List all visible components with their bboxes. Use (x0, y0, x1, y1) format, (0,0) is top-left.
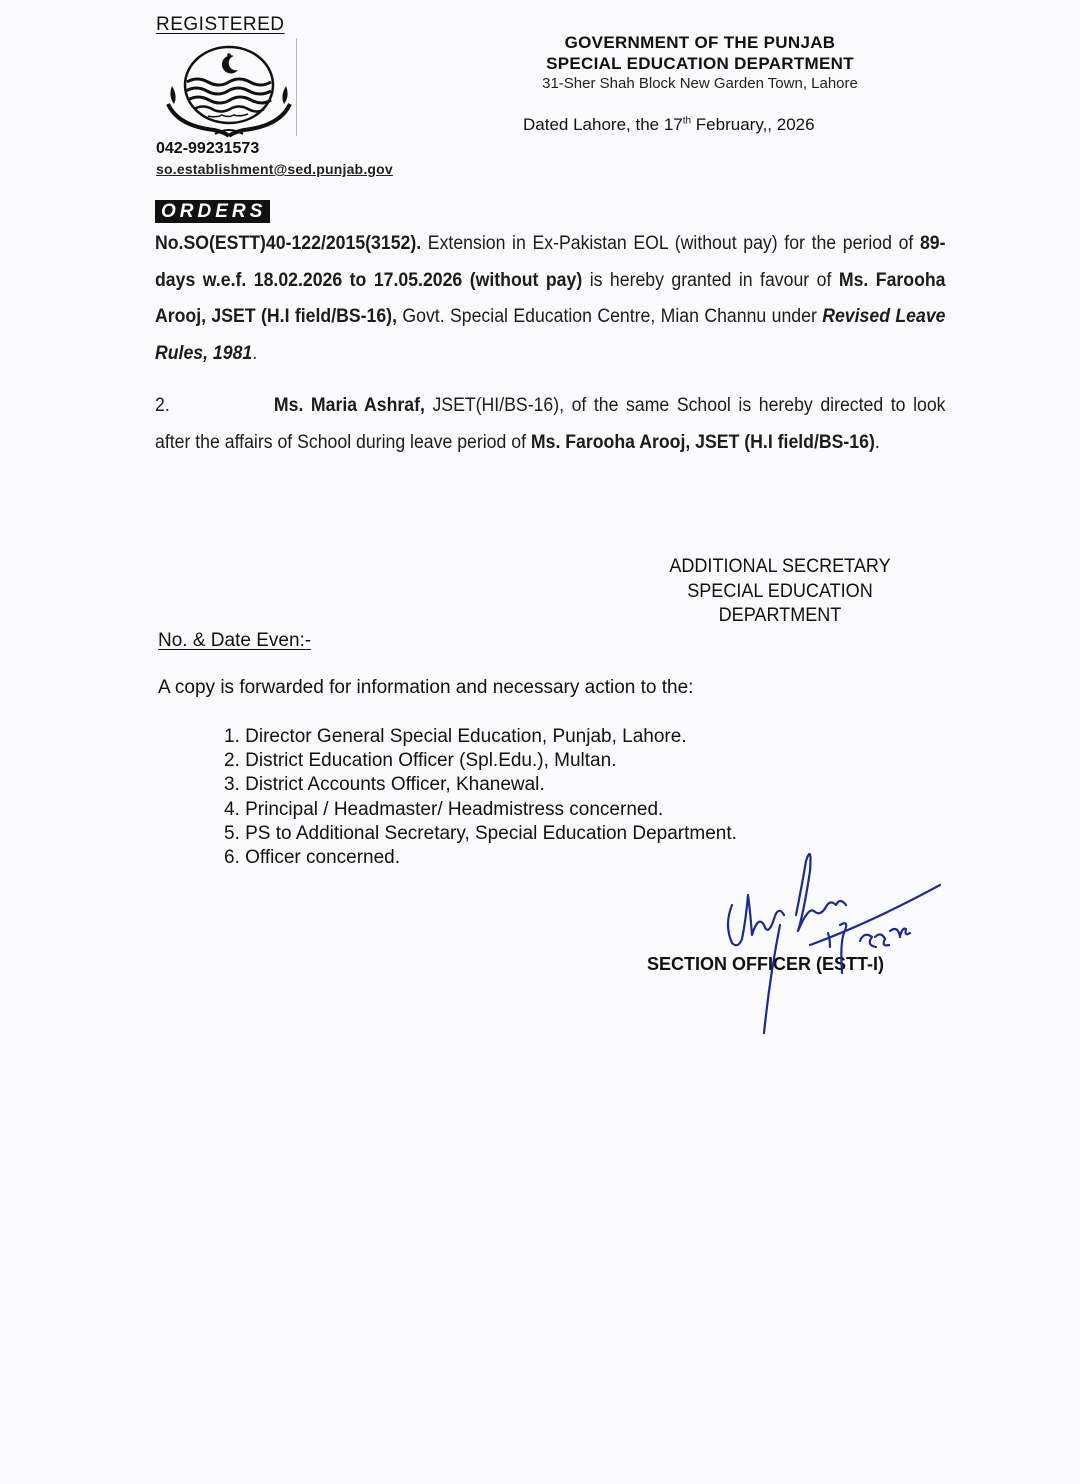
letterhead-title (500, 32, 900, 94)
department-name: SPECIAL EDUCATION DEPARTMENT (546, 54, 854, 73)
phone-number: 042-99231573 (156, 140, 260, 157)
signatory-line-2: SPECIAL EDUCATION (687, 580, 873, 602)
orders-heading: ORDERS (155, 200, 270, 223)
recipient-item: 2. District Education Officer (Spl.Edu.), Multan. (224, 750, 617, 772)
incharge-name: Ms. Maria Ashraf, (273, 395, 425, 416)
signatory-line-3: DEPARTMENT (718, 605, 842, 626)
order-text: Extension in Ex-Pakistan EOL (without pay) for the period of (421, 233, 920, 254)
order-text: is hereby granted in favour of (582, 269, 839, 291)
order-text: Govt. Special Education Centre, Mian Channu under (396, 306, 823, 327)
signatory-line-1: ADDITIONAL SECRETARY (669, 556, 891, 577)
order-paragraph-1 (155, 226, 946, 372)
recipient-item: 5. PS to Additional Secretary, Special Education Department. (224, 822, 737, 844)
recipient-item: 6. Officer concerned. (224, 847, 401, 869)
punjab-government-emblem-icon (160, 42, 298, 138)
dated-line (523, 115, 815, 135)
government-name: GOVERNMENT OF THE PUNJAB (564, 33, 836, 52)
dated-ordinal: th (682, 115, 692, 127)
order-text: . (874, 431, 880, 453)
leave-period: 89-days w.e.f. 18.02.2026 to 17.05.2026 (without pay) (155, 233, 946, 291)
endorsement-heading: No. & Date Even:- (158, 630, 312, 651)
dated-prefix: Dated Lahore, the 17 (523, 115, 683, 134)
handwritten-signature-icon (700, 845, 970, 1035)
employee-name: Ms. Farooha Arooj, JSET (H.I field/BS-16), (155, 269, 946, 327)
order-text: . (252, 342, 258, 364)
recipient-item: 3. District Accounts Officer, Khanewal. (224, 774, 545, 796)
recipient-item: 4. Principal / Headmaster/ Headmistress concerned. (224, 798, 664, 820)
dated-suffix: February,, 2026 (691, 115, 815, 134)
paragraph-number: 2. (155, 395, 170, 416)
order-text: JSET(HI/BS-16), of the same School is hereby directed to look after the affairs of School during leave period of (155, 395, 946, 453)
leave-rules-reference: Revised Leave Rules, 1981 (155, 306, 946, 364)
email-address[interactable]: so.establishment@sed.punjab.gov (156, 161, 393, 177)
order-paragraph-2 (155, 388, 946, 461)
order-reference-number: No.SO(ESTT)40-122/2015(3152). (155, 233, 422, 254)
recipient-item: 1. Director General Special Education, Punjab, Lahore. (224, 726, 687, 747)
recipient-list (224, 725, 737, 870)
copy-forwarded-intro: A copy is forwarded for information and necessary action to the: (158, 677, 694, 698)
signatory-block (642, 555, 918, 629)
department-address: 31-Sher Shah Block New Garden Town, Lahore (542, 75, 858, 92)
employee-name: Ms. Farooha Arooj, JSET (H.I field/BS-16) (530, 431, 875, 453)
section-officer-title: SECTION OFFICER (ESTT-I) (647, 954, 884, 974)
registered-label: REGISTERED (156, 14, 285, 35)
